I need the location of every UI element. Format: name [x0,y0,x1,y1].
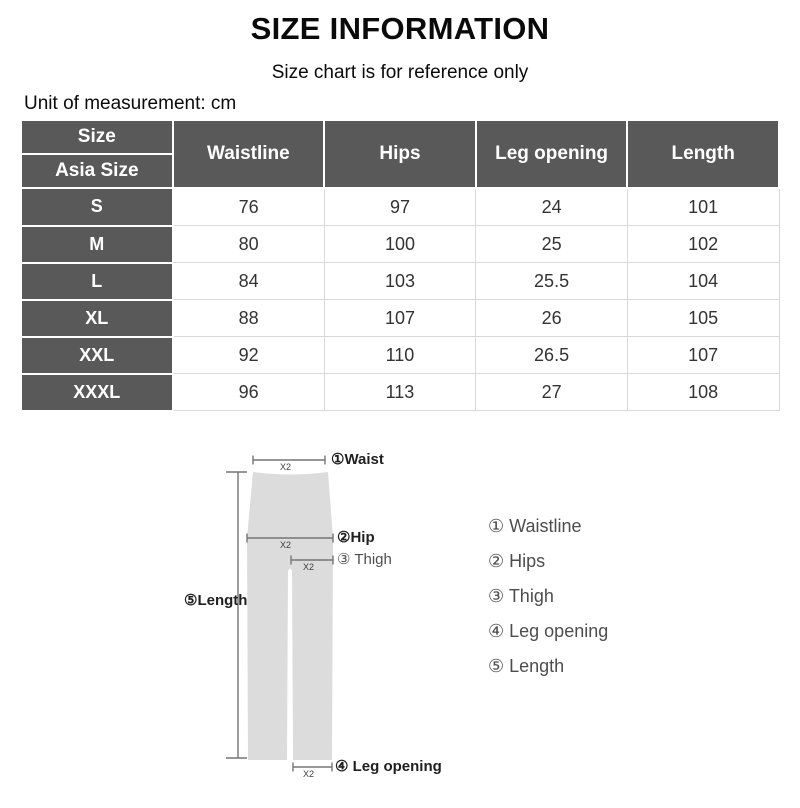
value-cell: 97 [324,188,476,226]
size-header-bottom: Asia Size [21,154,173,188]
legend-item: ⑤ Length [488,655,565,676]
pants-measurement-diagram [0,440,800,808]
thigh-label: ③ Thigh [337,550,392,568]
value-cell: 107 [627,337,779,374]
size-cell: S [21,188,173,226]
size-header-top: Size [21,120,173,154]
size-cell: L [21,263,173,300]
value-cell: 102 [627,226,779,263]
value-cell: 88 [173,300,325,337]
value-cell: 25 [476,226,628,263]
value-cell: 101 [627,188,779,226]
value-cell: 110 [324,337,476,374]
waist-label: ①Waist [331,450,384,468]
measurement-legend [488,516,608,677]
value-cell: 104 [627,263,779,300]
legend-item: ① Waistline [488,515,582,536]
value-cell: 113 [324,374,476,411]
legend-item: ④ Leg opening [488,620,609,641]
value-cell: 76 [173,188,325,226]
x2-label: X2 [303,768,315,779]
value-cell: 100 [324,226,476,263]
leg-opening-label: ④ Leg opening [335,757,442,775]
legend-item: ③ Thigh [488,585,554,606]
length-label: ⑤Length [184,591,248,609]
value-cell: 92 [173,337,325,374]
value-cell: 26.5 [476,337,628,374]
size-cell: XL [21,300,173,337]
x2-label: X2 [303,561,315,572]
value-cell: 105 [627,300,779,337]
size-cell: M [21,226,173,263]
page-subtitle: Size chart is for reference only [271,62,529,83]
table-row [21,337,779,374]
unit-note: Unit of measurement: cm [24,93,237,114]
size-cell: XXL [21,337,173,374]
size-table [20,119,780,412]
table-row [21,374,779,411]
table-row [21,263,779,300]
column-header-leg-opening: Leg opening [476,120,628,188]
value-cell: 108 [627,374,779,411]
pants-diagram-svg [0,440,800,808]
value-cell: 84 [173,263,325,300]
page-title: SIZE INFORMATION [250,11,550,46]
size-cell: XXXL [21,374,173,411]
value-cell: 96 [173,374,325,411]
legend-item: ② Hips [488,550,546,571]
x2-label: X2 [280,461,292,472]
value-cell: 26 [476,300,628,337]
value-cell: 24 [476,188,628,226]
hip-label: ②Hip [337,528,375,546]
length-measure-line [226,472,247,758]
table-row [21,188,779,226]
column-header-hips: Hips [324,120,476,188]
x2-label: X2 [280,539,292,550]
value-cell: 80 [173,226,325,263]
table-row [21,226,779,263]
table-row [21,300,779,337]
size-table-header [21,120,779,188]
value-cell: 27 [476,374,628,411]
pants-silhouette [247,472,333,760]
column-header-length: Length [627,120,779,188]
value-cell: 107 [324,300,476,337]
value-cell: 25.5 [476,263,628,300]
column-header-waistline: Waistline [173,120,325,188]
value-cell: 103 [324,263,476,300]
